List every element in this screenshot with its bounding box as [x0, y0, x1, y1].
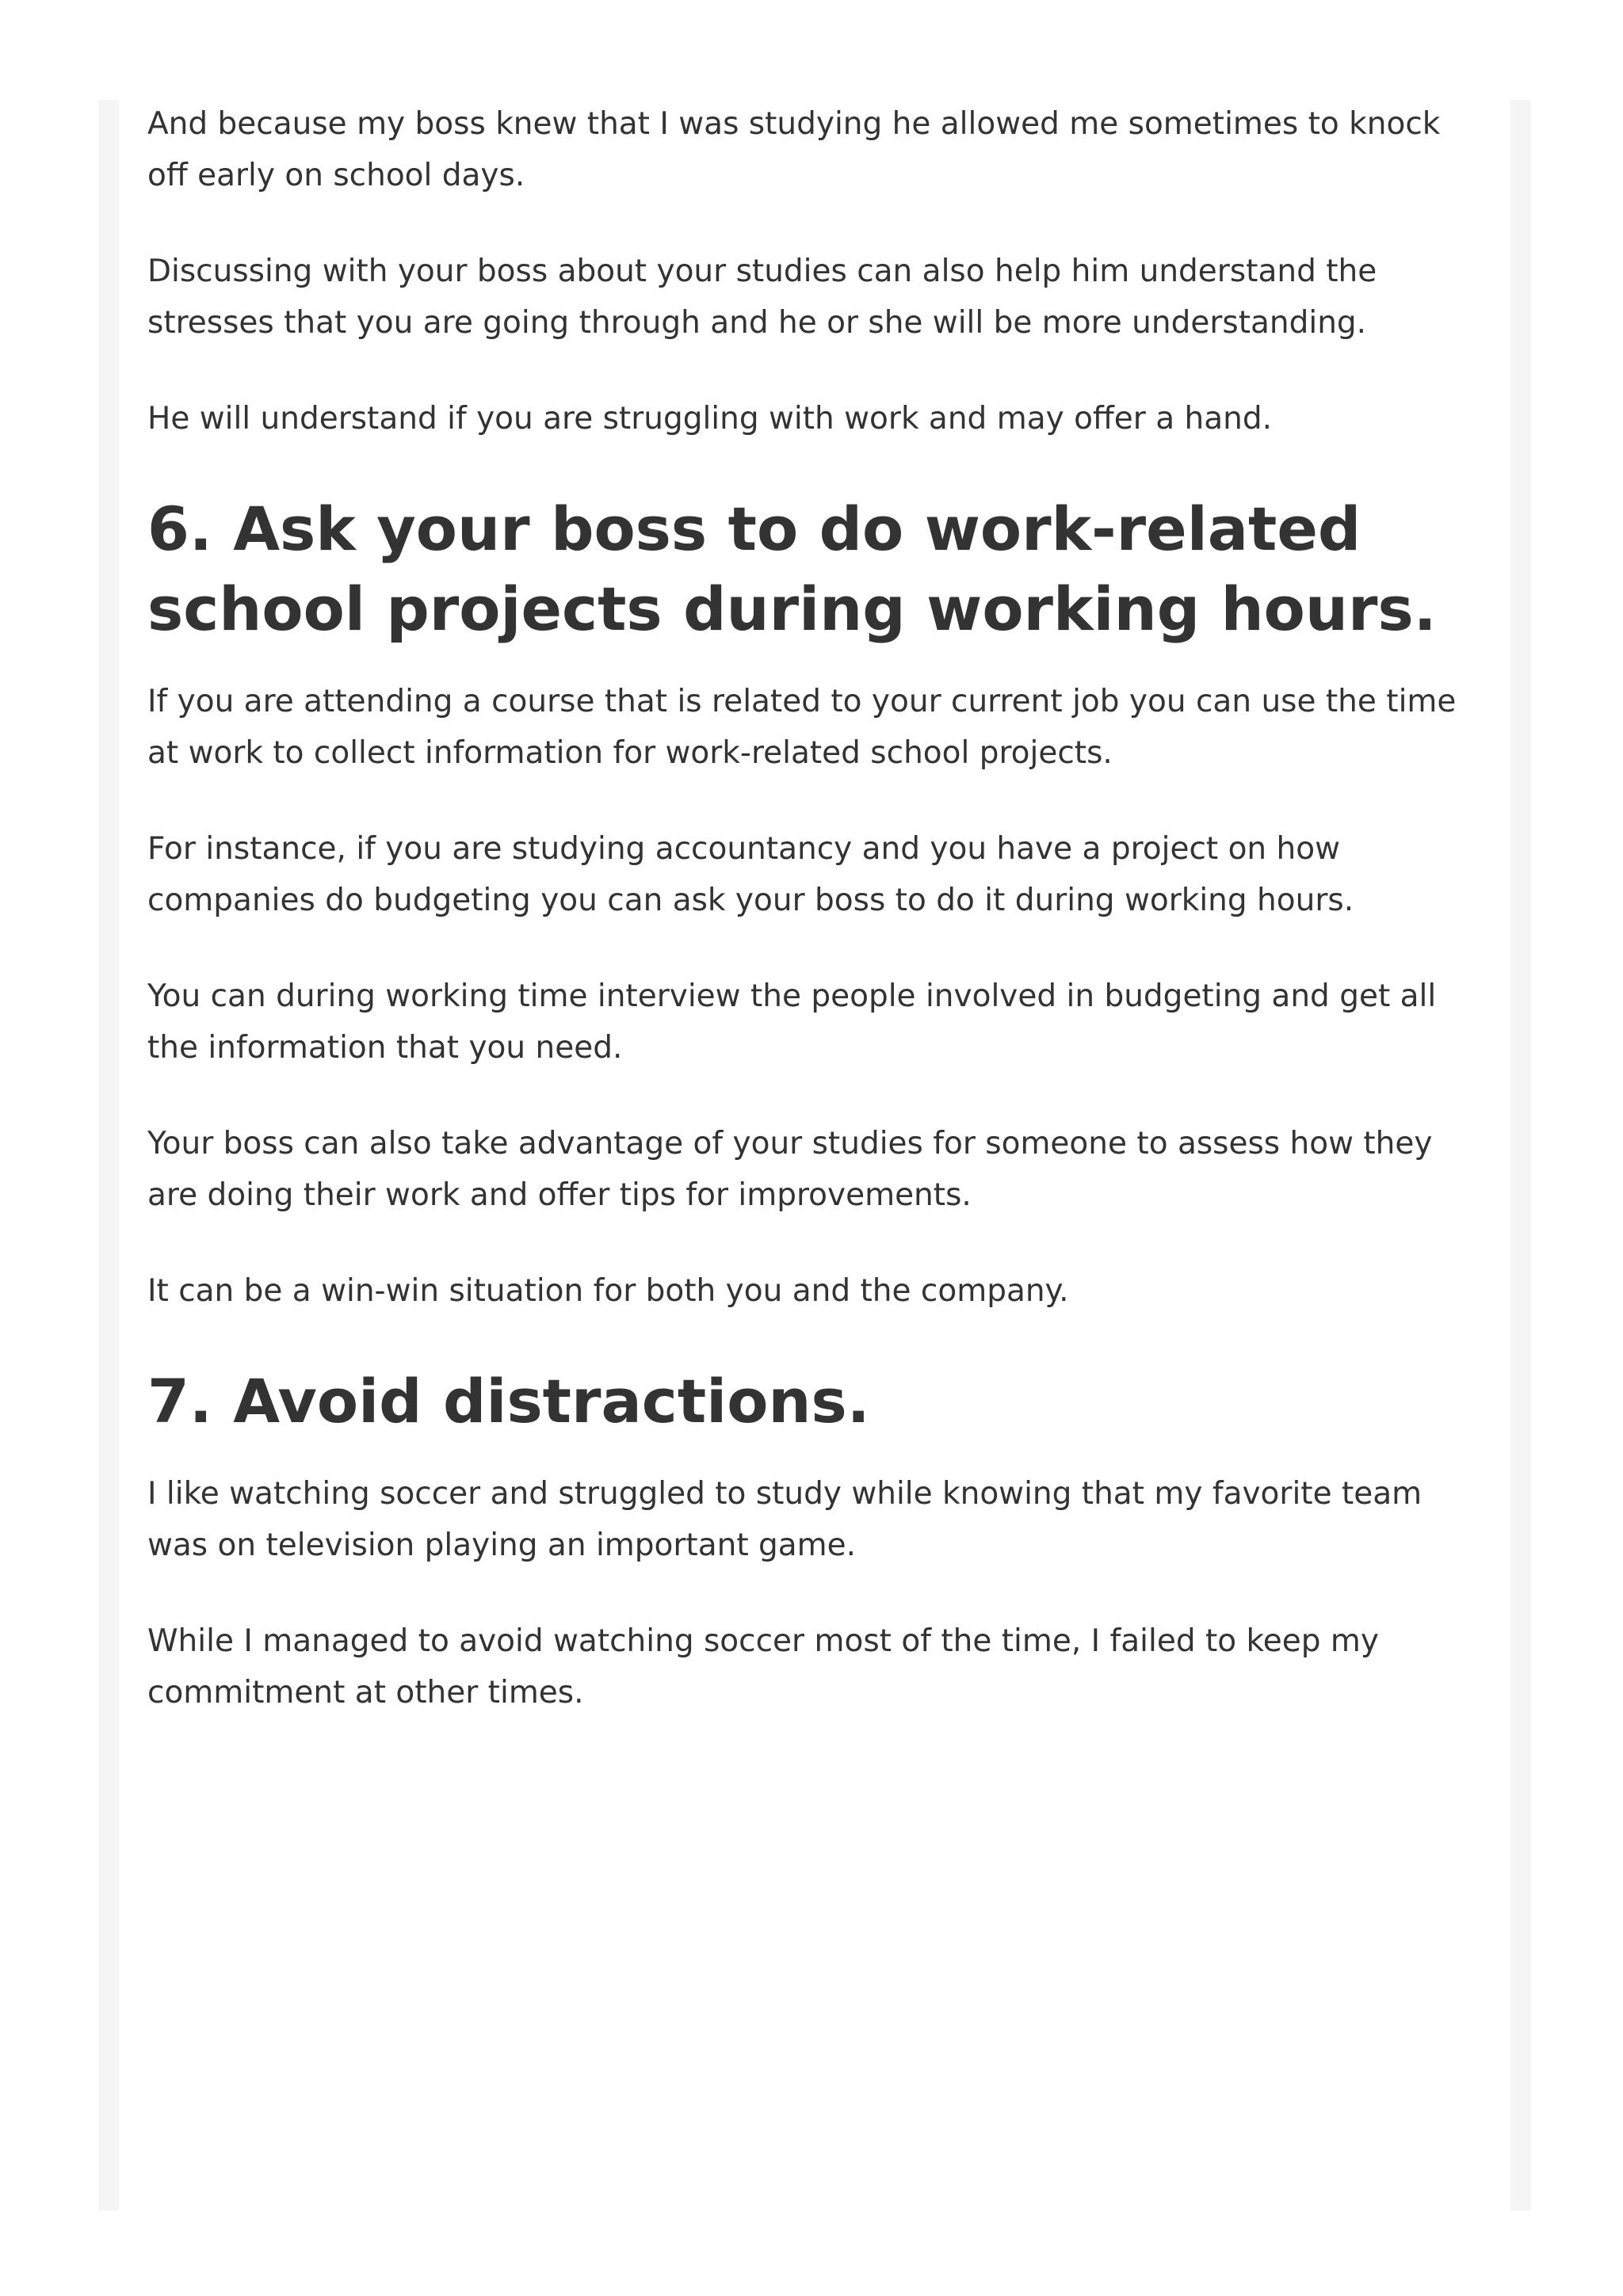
paragraph-accountancy-example: For instance, if you are studying accountancy and you have a project on how companies do budgeting you can ask your boss to do it during working hours.	[147, 831, 1354, 918]
section-6-heading: 6. Ask your boss to do work-related school projects during working hours.	[147, 494, 1437, 644]
paragraph-course-related: If you are attending a course that is related to your current job you can use the time at work to collect information for work-related school projects.	[147, 684, 1457, 771]
page-right-border	[1510, 100, 1531, 2210]
paragraph-discuss-studies: Discussing with your boss about your studies can also help him understand the stresses that you are going through and he or she will be more understanding.	[147, 254, 1377, 341]
article-body	[147, 98, 1471, 1763]
paragraph-win-win: It can be a win-win situation for both you and the company.	[147, 1273, 1069, 1309]
section-7-heading: 7. Avoid distractions.	[147, 1366, 870, 1436]
page-left-border	[98, 100, 119, 2210]
paragraph-offer-hand: He will understand if you are struggling with work and may offer a hand.	[147, 401, 1273, 437]
paragraph-boss-knock-off-early: And because my boss knew that I was studying he allowed me sometimes to knock off early on school days.	[147, 106, 1441, 193]
paragraph-commitment: While I managed to avoid watching soccer most of the time, I failed to keep my commitment at other times.	[147, 1623, 1379, 1711]
paragraph-boss-advantage: Your boss can also take advantage of your studies for someone to assess how they are doing their work and offer tips for improvements.	[147, 1126, 1433, 1213]
paragraph-soccer: I like watching soccer and struggled to study while knowing that my favorite team was on television playing an important game.	[147, 1476, 1423, 1563]
paragraph-interview-people: You can during working time interview the people involved in budgeting and get all the information that you need.	[147, 978, 1437, 1066]
